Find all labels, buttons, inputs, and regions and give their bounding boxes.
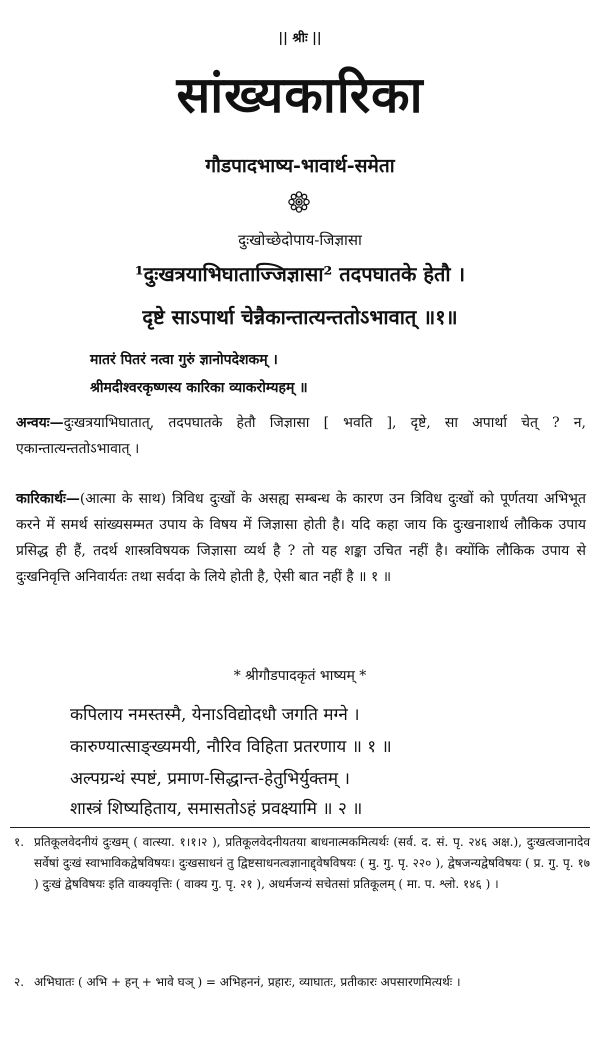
bhashya-heading: * श्रीगौडपादकृतं भाष्यम् * bbox=[233, 668, 367, 684]
footnote-text: प्रतिकूलवेदनीयं दुःखम् ( वात्स्या. १।१।२ ), प्रतिकूलवेदनीयतया बाधनात्मकमित्यर्थः (सर्व. द. सं. पृ. २४६ अक्ष.), दुःखत्वजानादेव सर्वेषां दुःखं स्वाभाविकद्वेषविषयः। दुःखसाधनं तु द्विष्टसाधनत्वज्ञानाद्द्वेषविषयः ( मु. गु. पृ. २२० ), द्वेषजन्यद्वेषविषयः ( प्र. गु. पृ. १७ ) दुःखं द्वेषविषयः इति वाक्यवृत्तिः ( वाक्य गु. पृ. २१ ), अधर्मजन्यं सचेतसां प्रतिकूलम् ( मा. प. श्लो. १४६ ) । bbox=[34, 835, 590, 891]
mangala-verse-line-2: श्रीमदीश्वरकृष्णस्य कारिका व्याकरोम्यहम् ॥ bbox=[90, 380, 308, 396]
karika-line-2: दृष्टे साऽपार्था चेन्नैकान्तात्यन्ततोऽभावात् ॥१॥ bbox=[142, 305, 458, 329]
anvaya-text: दुःखत्रयाभिघातात्, तदपघातके हेतौ जिज्ञासा [ भवति ], दृष्टे, सा अपार्था चेत् ? न, एकान्तात्यन्ततोऽभावात् । bbox=[16, 415, 586, 457]
bhashya-verse-line: कारुण्यात्साङ्ख्यमयी, नौरिव विहिता प्रतरणाय ॥ १ ॥ bbox=[70, 737, 392, 757]
invocation-mark: || श्रीः || bbox=[278, 31, 322, 46]
page-title: सांख्यकारिका bbox=[176, 65, 424, 124]
karikartha-paragraph bbox=[16, 486, 586, 590]
karika-line-1: ¹दुःखत्रयाभिघाताज्जिज्ञासा² तदपघातके हेतौ । bbox=[134, 262, 466, 286]
anvaya-label: अन्वयः— bbox=[16, 415, 64, 431]
karikartha-text: (आत्मा के साथ) त्रिविध दुःखों के असह्य सम्बन्ध के कारण उन त्रिविध दुःखों को पूर्णतया अभिभूत करने में समर्थ सांख्यसम्मत उपाय के विषय में जिज्ञासा होती है। यदि कहा जाय कि दुःखनाशार्थ लौकिक उपाय प्रसिद्ध ही हैं, तदर्थ शास्त्रविषयक जिज्ञासा व्यर्थ है ? तो यह शङ्का उचित नहीं है। क्योंकि लौकिक उपाय से दुःखनिवृत्ति अनिवार्यतः तथा सर्वदा के लिये होती है, ऐसी बात नहीं है ॥ १ ॥ bbox=[16, 491, 586, 585]
footnote-number: १. bbox=[14, 835, 25, 849]
bhashya-verse-line: कपिलाय नमस्तस्मै, येनाऽविद्योदधौ जगति मग्ने । bbox=[70, 705, 360, 725]
footnote-divider bbox=[10, 827, 590, 828]
anvaya-paragraph bbox=[16, 410, 586, 462]
footnote-text: अभिघातः ( अभि + हन् + भावे घञ् ) = अभिहननं, प्रहारः, व्याघातः, प्रतीकारः अपसारणमित्यर्थः । bbox=[34, 975, 461, 989]
mangala-verse-line-1: मातरं पितरं नत्वा गुरुं ज्ञानोपदेशकम् । bbox=[90, 352, 278, 368]
karikartha-label: कारिकार्थः— bbox=[16, 491, 80, 507]
bhashya-verse-line: अल्पग्रन्थं स्पष्टं, प्रमाण-सिद्धान्त-हेतुभिर्युक्तम् । bbox=[70, 769, 350, 789]
bhashya-verse-line: शास्त्रं शिष्यहिताय, समासतोऽहं प्रवक्ष्यामि ॥ २ ॥ bbox=[70, 799, 363, 819]
flower-ornament-icon bbox=[287, 190, 311, 214]
footnote-number: २. bbox=[14, 975, 25, 989]
page-subtitle: गौडपादभाष्य-भावार्थ-समेता bbox=[205, 155, 395, 177]
topic-heading: दुःखोच्छेदोपाय-जिज्ञासा bbox=[238, 231, 362, 249]
footnote-2 bbox=[14, 972, 590, 993]
footnote-1 bbox=[14, 832, 590, 895]
